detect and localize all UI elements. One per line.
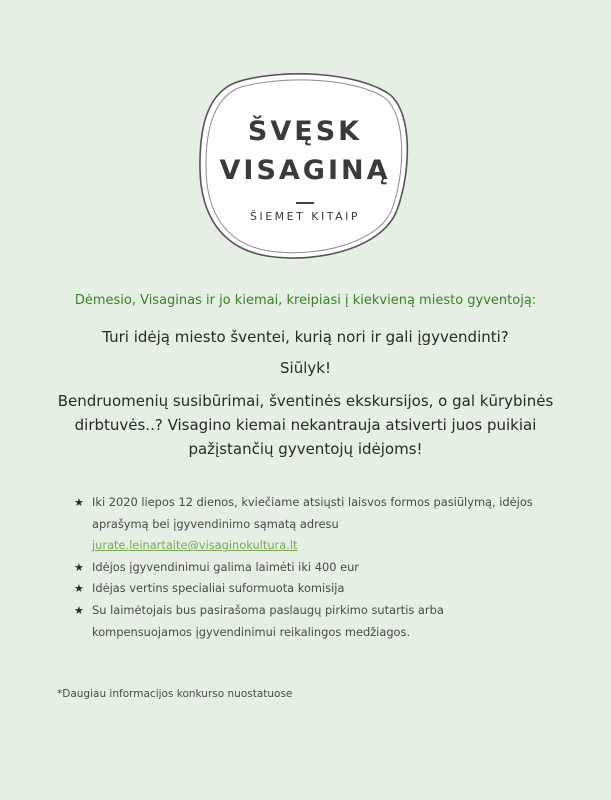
- email-link[interactable]: jurate.leinartaite@visaginokultura.lt: [92, 538, 298, 553]
- star-icon: ★: [74, 582, 84, 596]
- logo-subtitle: ŠIEMET KITAIP: [249, 210, 361, 223]
- list-item: [74, 492, 544, 557]
- footnote: *Daugiau informacijos konkurso nuostatuose: [57, 688, 293, 700]
- deadline-text: Iki 2020 liepos 12 dienos, kviečiame atsiųsti laisvos formos pasiūlymą, idėjos aprašymą bei įgyvendinimo sąmatą adresu: [92, 495, 533, 531]
- logo-title-line2: VISAGINĄ: [219, 155, 391, 186]
- star-icon: ★: [74, 496, 84, 509]
- prize-text: Idėjos įgyvendinimui galima laimėti iki 400 eur: [92, 559, 359, 574]
- list-item: [74, 557, 544, 579]
- question-line: Turi idėją miesto šventei, kurią nori ir gali įgyvendinti?: [102, 328, 509, 346]
- jury-text: Idėjas vertins specialiai suformuota komisija: [92, 581, 345, 596]
- contract-text: Su laimėtojais bus pasirašoma paslaugų pirkimo sutartis arba kompensuojamos įgyvendinimui reikalingos medžiagos.: [92, 602, 444, 639]
- logo: [197, 72, 413, 264]
- pitch-paragraph: Bendruomenių susibūrimai, šventinės ekskursijos, o gal kūrybinės dirbtuvės..? Visagino kiemai nekantrauja atsiverti juos puikiai pažįstančių gyventojų idėjoms!: [57, 392, 554, 458]
- attention-heading: Dėmesio, Visaginas ir jo kiemai, kreipiasi į kiekvieną miesto gyventoją:: [74, 293, 537, 308]
- list-item: [74, 600, 544, 643]
- star-icon: ★: [74, 560, 84, 574]
- logo-title-line1: ŠVĘSK: [247, 116, 363, 147]
- list-item: [74, 578, 544, 600]
- suggest-line: Siūlyk!: [280, 359, 331, 377]
- info-list: [74, 492, 544, 643]
- star-icon: ★: [74, 603, 84, 617]
- logo-divider: [296, 202, 314, 204]
